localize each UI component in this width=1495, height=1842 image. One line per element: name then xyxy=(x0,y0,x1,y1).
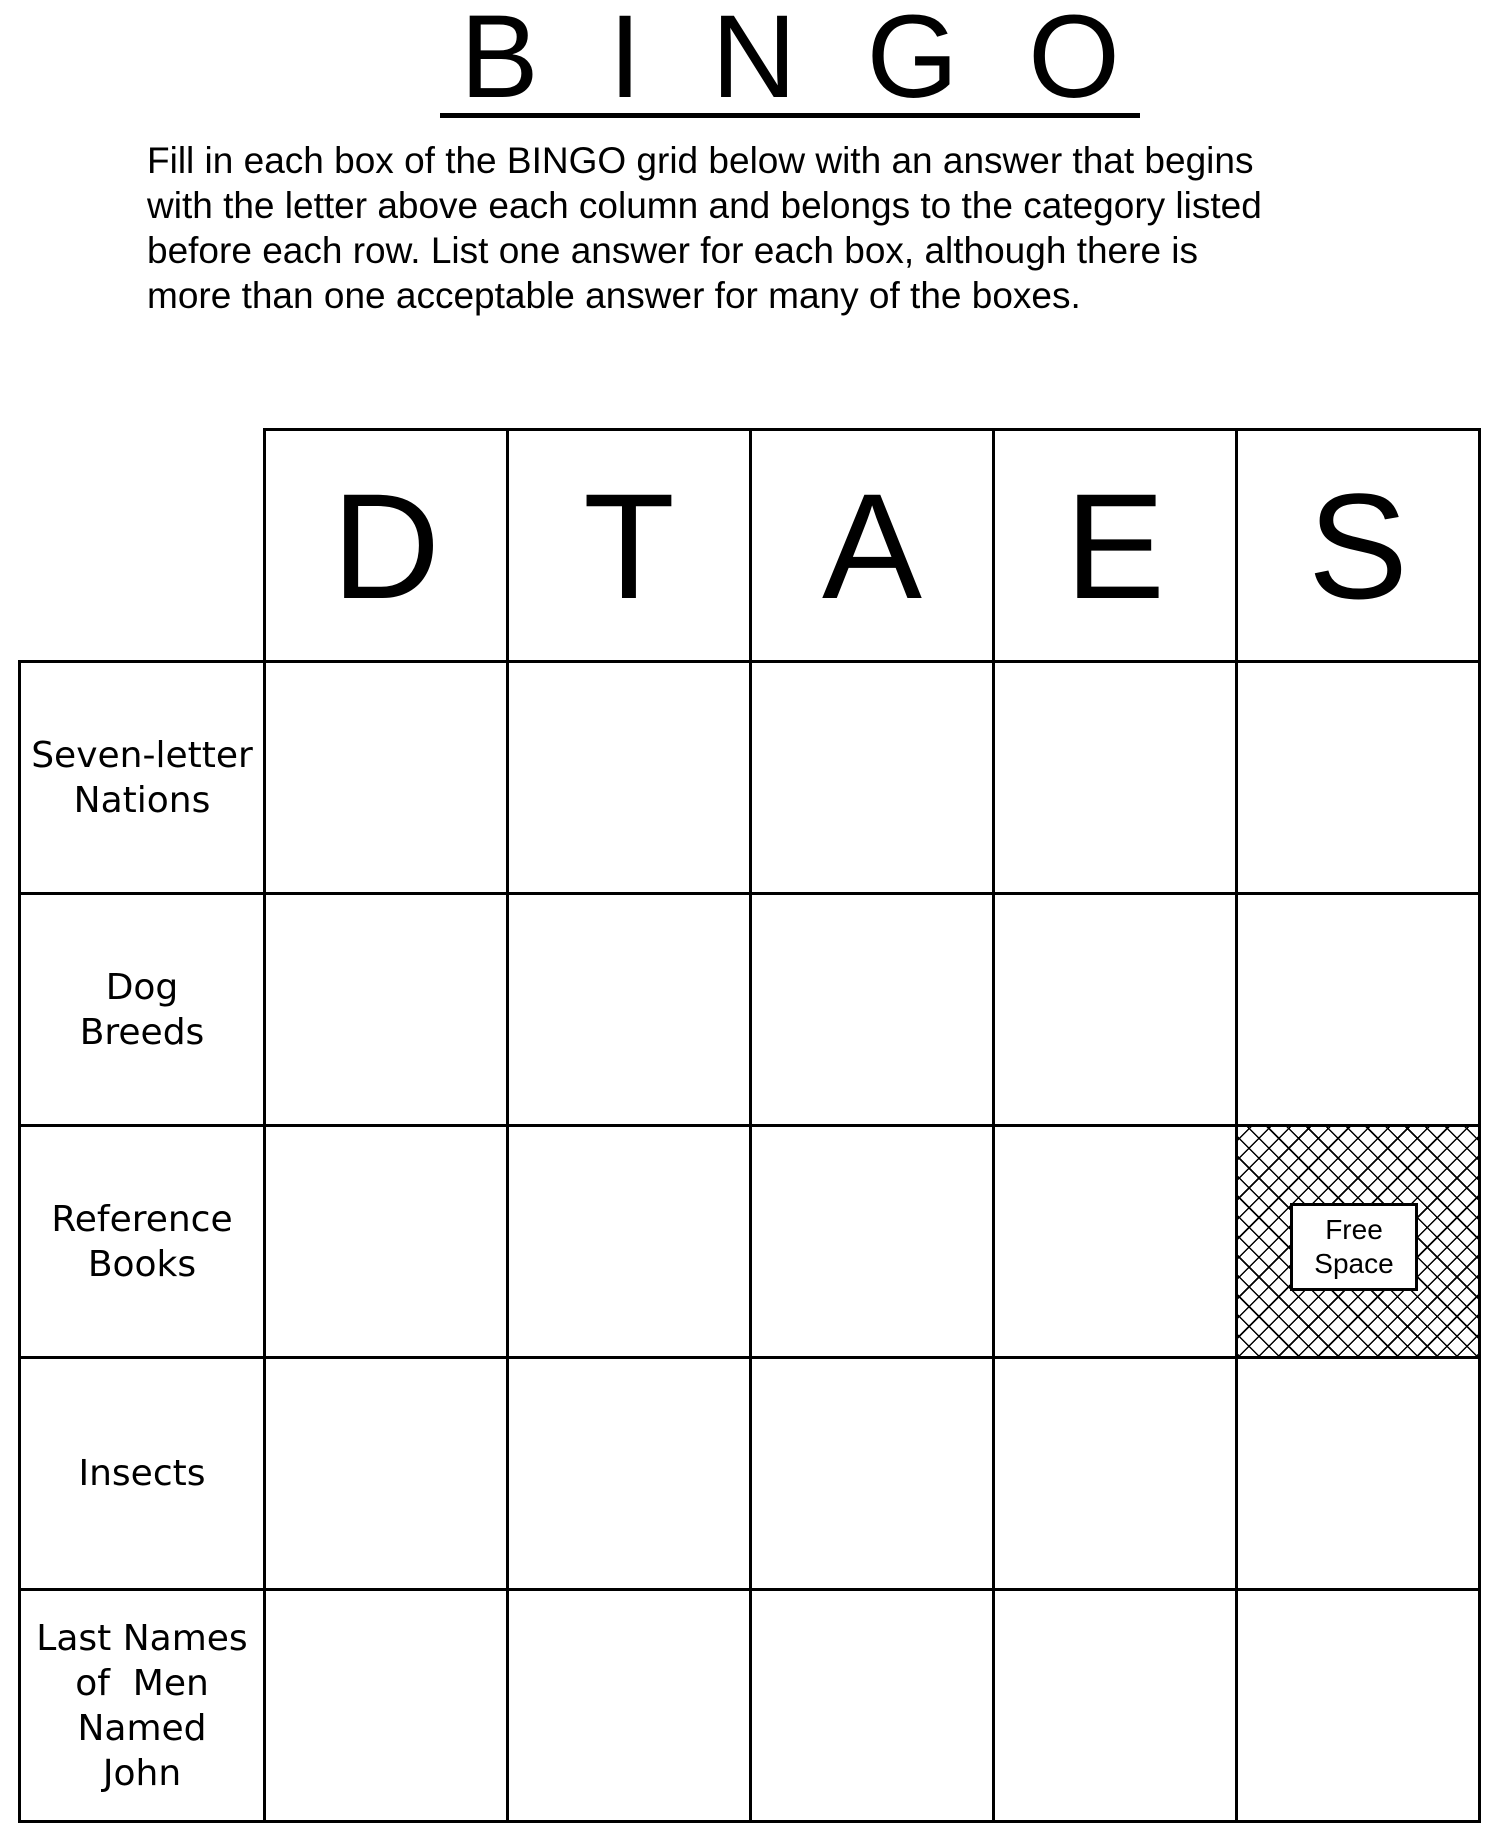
category-line: Insects xyxy=(78,1453,206,1494)
answer-box-t[interactable] xyxy=(506,892,752,1127)
category-line: Seven-letter xyxy=(31,734,253,776)
column-header-a xyxy=(749,428,995,663)
bingo-title xyxy=(440,0,1140,123)
answer-box-d[interactable] xyxy=(263,1588,509,1823)
free-space-cell xyxy=(1235,1124,1481,1359)
answer-box-d[interactable] xyxy=(263,892,509,1127)
category-line: Dog xyxy=(105,966,179,1008)
answer-box-a[interactable] xyxy=(749,660,995,895)
answer-box-e[interactable] xyxy=(992,1356,1238,1591)
answer-box-a[interactable] xyxy=(749,892,995,1127)
category-line: John xyxy=(102,1752,182,1794)
column-header-t xyxy=(506,428,752,663)
column-letter: T xyxy=(583,461,675,630)
answer-box-t[interactable] xyxy=(506,660,752,895)
instructions-line: more than one acceptable answer for many of the boxes. xyxy=(147,275,1081,316)
answer-box-t[interactable] xyxy=(506,1356,752,1591)
free-space-label xyxy=(1290,1203,1418,1291)
column-header-s xyxy=(1235,428,1481,663)
answer-box-e[interactable] xyxy=(992,1124,1238,1359)
row-category-label xyxy=(18,892,266,1127)
category-line: Reference xyxy=(51,1198,233,1240)
category-text xyxy=(51,1197,232,1287)
category-line: Nations xyxy=(73,779,211,821)
row-category-label xyxy=(18,1356,266,1591)
answer-box-d[interactable] xyxy=(263,1356,509,1591)
answer-box-s[interactable] xyxy=(1235,660,1481,895)
title-letter-o: O xyxy=(1028,0,1120,123)
category-line: Named xyxy=(77,1707,207,1749)
instructions-line: Fill in each box of the BINGO grid below with an answer that begins xyxy=(147,140,1254,181)
bingo-grid xyxy=(18,428,1476,1818)
column-header-e xyxy=(992,428,1238,663)
answer-box-a[interactable] xyxy=(749,1124,995,1359)
instructions xyxy=(147,138,1377,318)
instructions-line: with the letter above each column and belongs to the category listed xyxy=(147,185,1262,226)
category-text xyxy=(78,1451,205,1496)
answer-box-s[interactable] xyxy=(1235,1356,1481,1591)
free-space-line: Free xyxy=(1325,1214,1383,1245)
title-letter-n: N xyxy=(711,0,797,123)
category-line: of Men xyxy=(75,1662,209,1704)
category-line: Breeds xyxy=(79,1011,205,1053)
row-category-label xyxy=(18,1588,266,1823)
column-letter: D xyxy=(331,461,441,630)
answer-box-e[interactable] xyxy=(992,1588,1238,1823)
row-category-label xyxy=(18,660,266,895)
answer-box-d[interactable] xyxy=(263,1124,509,1359)
category-text xyxy=(31,733,253,823)
answer-box-e[interactable] xyxy=(992,660,1238,895)
answer-box-a[interactable] xyxy=(749,1356,995,1591)
title-letter-g: G xyxy=(866,0,959,123)
column-letter: A xyxy=(821,461,923,630)
answer-box-e[interactable] xyxy=(992,892,1238,1127)
instructions-line: before each row. List one answer for each box, although there is xyxy=(147,230,1199,271)
answer-box-t[interactable] xyxy=(506,1588,752,1823)
column-header-d xyxy=(263,428,509,663)
answer-box-t[interactable] xyxy=(506,1124,752,1359)
title-letter-b: B xyxy=(460,0,539,123)
free-space-line: Space xyxy=(1314,1248,1394,1279)
answer-box-s[interactable] xyxy=(1235,892,1481,1127)
row-category-label xyxy=(18,1124,266,1359)
category-line: Last Names xyxy=(36,1617,248,1659)
answer-box-d[interactable] xyxy=(263,660,509,895)
column-letter: E xyxy=(1064,461,1166,630)
column-letter: S xyxy=(1307,461,1409,630)
category-text xyxy=(36,1616,247,1796)
category-text xyxy=(80,965,205,1055)
title-letter-i: I xyxy=(608,0,642,123)
answer-box-a[interactable] xyxy=(749,1588,995,1823)
category-line: Books xyxy=(87,1243,197,1285)
answer-box-s[interactable] xyxy=(1235,1588,1481,1823)
